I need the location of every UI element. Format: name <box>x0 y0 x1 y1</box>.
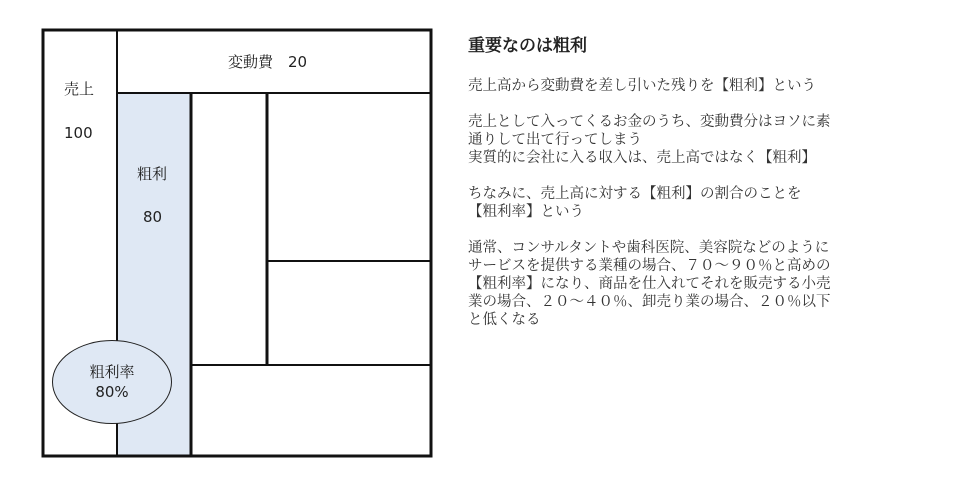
gross-profit-label: 粗利 <box>137 165 168 183</box>
margin-rate-value: 80% <box>95 383 129 401</box>
paragraph-4 <box>468 239 943 329</box>
margin-rate-label: 粗利率 <box>89 363 135 381</box>
gross-margin-rate-oval <box>52 340 172 424</box>
paragraph-line: 業の場合、２０～４０％、卸売り業の場合、２０％以下 <box>468 294 831 310</box>
paragraph-line: 売上高から変動費を差し引いた残りを【粗利】という <box>468 78 816 94</box>
paragraph-line: 売上として入ってくるお金のうち、変動費分はヨソに素 <box>468 114 831 130</box>
paragraph-1 <box>468 77 943 95</box>
paragraph-line: 【粗利率】になり、商品を仕入れてそれを販売する小売 <box>468 276 831 292</box>
gross-profit-diagram <box>0 0 460 486</box>
paragraph-2 <box>468 113 943 167</box>
gross-profit-value: 80 <box>143 208 163 226</box>
paragraph-line: サービスを提供する業種の場合、７０～９０％と高めの <box>468 258 831 274</box>
section-heading: 重要なのは粗利 <box>468 36 587 56</box>
paragraph-line: と低くなる <box>468 312 541 328</box>
paragraph-line: 実質的に会社に入る収入は、売上高ではなく【粗利】 <box>468 150 816 166</box>
paragraph-line: ちなみに、売上高に対する【粗利】の割合のことを <box>468 186 802 202</box>
variable-cost-label: 変動費 20 <box>228 53 308 71</box>
paragraph-line: 【粗利率】という <box>468 204 584 220</box>
explanation-panel <box>468 34 943 347</box>
paragraph-3 <box>468 185 943 221</box>
paragraph-line: 通常、コンサルタントや歯科医院、美容院などのように <box>468 240 830 256</box>
sales-value: 100 <box>64 124 93 142</box>
sales-label: 売上 <box>64 80 95 98</box>
paragraph-line: 通りして出て行ってしまう <box>468 132 642 148</box>
